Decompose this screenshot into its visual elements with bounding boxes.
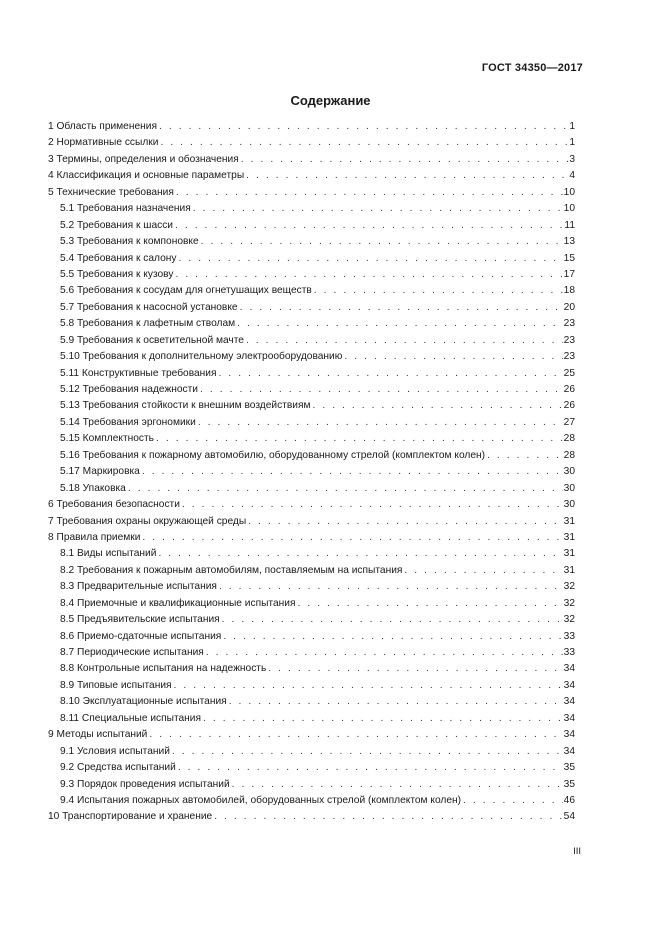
toc-leader-dots (222, 612, 563, 628)
toc-entry-label: 3 Термины, определения и обозначения (48, 153, 239, 165)
toc-leader-dots (237, 316, 563, 332)
toc-entry-page: 54 (563, 811, 575, 823)
toc-entry-label: 5.4 Требования к салону (60, 252, 177, 264)
toc-leader-dots (206, 645, 563, 661)
toc-entry-label: 8 Правила приемки (48, 531, 141, 543)
toc-entry (48, 218, 575, 234)
toc-entry-page: 27 (563, 416, 575, 428)
toc-leader-dots (219, 366, 563, 382)
toc-leader-dots (248, 514, 562, 530)
toc-entry-page: 30 (563, 499, 575, 511)
toc-entry (48, 431, 575, 447)
toc-leader-dots (128, 481, 563, 497)
toc-entry (48, 645, 575, 661)
toc-entry-page: 15 (563, 252, 575, 264)
toc-entry-label: 9.2 Средства испытаний (60, 762, 176, 774)
toc-entry-page: 32 (563, 597, 575, 609)
toc-leader-dots (159, 119, 568, 135)
toc-leader-dots (240, 300, 563, 316)
toc-entry-label: 5.6 Требования к сосудам для огнетушащих веществ (60, 285, 312, 297)
toc-entry-label: 9.1 Условия испытаний (60, 745, 170, 757)
toc-leader-dots (203, 711, 563, 727)
toc-entry-page: 28 (563, 449, 575, 461)
toc-entry-page: 20 (563, 301, 575, 313)
toc-entry-label: 5.11 Конструктивные требования (60, 367, 217, 379)
toc-entry (48, 678, 575, 694)
toc-entry-label: 5.2 Требования к шасси (60, 219, 173, 231)
toc-leader-dots (314, 283, 563, 299)
toc-leader-dots (176, 185, 563, 201)
document-code: ГОСТ 34350—2017 (481, 62, 583, 74)
toc-entry-page: 30 (563, 466, 575, 478)
toc-entry-label: 8.11 Специальные испытания (60, 712, 202, 724)
toc-entry (48, 283, 575, 299)
toc-entry-label: 1 Область применения (48, 121, 157, 132)
toc-leader-dots (158, 546, 562, 562)
toc-entry-label: 9.3 Порядок проведения испытаний (60, 778, 230, 790)
toc-entry (48, 546, 575, 562)
toc-leader-dots (156, 431, 563, 447)
toc-leader-dots (201, 234, 563, 250)
toc-entry (48, 760, 575, 776)
toc-entry-page: 18 (563, 285, 575, 297)
toc-entry-label: 5.13 Требования стойкости к внешним воздействиям (60, 400, 311, 412)
toc-entry (48, 514, 575, 530)
toc-leader-dots (175, 267, 562, 283)
toc-title: Содержание (290, 93, 371, 108)
toc-entry (48, 497, 575, 513)
toc-leader-dots (246, 333, 563, 349)
toc-entry-page: 31 (563, 564, 575, 576)
toc-leader-dots (463, 793, 563, 809)
toc-entry (48, 777, 575, 793)
toc-entry-page: 28 (563, 433, 575, 445)
toc-leader-dots (178, 760, 563, 776)
toc-leader-dots (214, 809, 562, 825)
toc-entry-label: 7 Требования охраны окружающей среды (48, 515, 247, 527)
toc-entry-page: 23 (563, 351, 575, 363)
toc-entry-page: 1 (569, 137, 575, 149)
toc-entry (48, 135, 575, 151)
toc-entry (48, 744, 575, 760)
toc-entry-label: 6 Требования безопасности (48, 499, 180, 511)
toc-entry-label: 8.6 Приемо-сдаточные испытания (60, 630, 222, 642)
toc-leader-dots (246, 168, 568, 184)
toc-leader-dots (219, 579, 563, 595)
toc-entry-page: 34 (563, 679, 575, 691)
page-number: III (573, 846, 581, 857)
table-of-contents (48, 119, 575, 826)
toc-entry-page: 34 (563, 712, 575, 724)
toc-entry-page: 46 (563, 794, 575, 806)
toc-entry-page: 13 (563, 236, 575, 248)
toc-entry (48, 415, 575, 431)
toc-entry-page: 31 (563, 531, 575, 543)
toc-entry-label: 8.8 Контрольные испытания на надежность (60, 663, 267, 675)
toc-leader-dots (160, 135, 568, 151)
toc-leader-dots (172, 744, 563, 760)
toc-entry (48, 251, 575, 267)
toc-entry-label: 8.10 Эксплуатационные испытания (60, 696, 227, 708)
toc-entry-label: 5.16 Требования к пожарному автомобилю, оборудованному стрелой (комплектом колен) (60, 449, 486, 461)
toc-entry-page: 3 (569, 153, 575, 165)
toc-entry (48, 234, 575, 250)
toc-entry-label: 2 Нормативные ссылки (48, 137, 159, 149)
toc-entry-page: 11 (564, 219, 575, 231)
toc-entry-label: 8.3 Предварительные испытания (60, 581, 217, 593)
toc-entry-label: 5.7 Требования к насосной установке (60, 301, 238, 313)
toc-leader-dots (404, 563, 562, 579)
toc-entry (48, 201, 575, 217)
toc-entry-label: 5.15 Комплектность (60, 433, 154, 445)
toc-entry-page: 10 (563, 203, 575, 215)
toc-entry-page: 34 (563, 729, 575, 741)
toc-entry (48, 809, 575, 825)
toc-leader-dots (142, 530, 562, 546)
toc-leader-dots (198, 415, 563, 431)
toc-leader-dots (175, 218, 563, 234)
toc-leader-dots (200, 382, 563, 398)
toc-entry-page: 34 (563, 745, 575, 757)
toc-entry (48, 300, 575, 316)
toc-entry-label: 8.7 Периодические испытания (60, 647, 204, 658)
toc-entry-label: 9 Методы испытаний (48, 729, 148, 741)
toc-leader-dots (241, 152, 569, 168)
toc-leader-dots (178, 251, 562, 267)
toc-entry (48, 168, 575, 184)
toc-entry-page: 31 (563, 548, 575, 560)
toc-leader-dots (149, 727, 562, 743)
toc-leader-dots (142, 464, 563, 480)
toc-entry-page: 4 (569, 170, 575, 182)
toc-leader-dots (297, 596, 562, 612)
toc-leader-dots (229, 694, 563, 710)
toc-entry-label: 5.18 Упаковка (60, 482, 126, 494)
toc-entry (48, 267, 575, 283)
toc-entry-label: 5.5 Требования к кузову (60, 268, 174, 280)
toc-entry (48, 152, 575, 168)
toc-entry (48, 579, 575, 595)
toc-entry (48, 382, 575, 398)
toc-entry-label: 5.1 Требования назначения (60, 203, 191, 215)
toc-entry (48, 661, 575, 677)
toc-leader-dots (268, 661, 562, 677)
toc-entry-label: 5.12 Требования надежности (60, 384, 198, 395)
toc-entry (48, 119, 575, 135)
toc-entry-label: 8.5 Предъявительские испытания (60, 614, 220, 626)
toc-entry (48, 333, 575, 349)
toc-entry (48, 464, 575, 480)
toc-entry (48, 793, 575, 809)
toc-entry-page: 31 (563, 515, 575, 527)
toc-entry (48, 727, 575, 743)
toc-entry (48, 711, 575, 727)
toc-entry-label: 5.3 Требования к компоновке (60, 236, 199, 248)
toc-entry (48, 530, 575, 546)
toc-entry (48, 629, 575, 645)
toc-entry-label: 4 Классификация и основные параметры (48, 170, 245, 182)
toc-leader-dots (344, 349, 562, 365)
toc-entry (48, 596, 575, 612)
toc-entry-label: 8.1 Виды испытаний (60, 548, 157, 560)
toc-entry (48, 316, 575, 332)
toc-entry-page: 25 (563, 367, 575, 379)
toc-entry-label: 5.17 Маркировка (60, 466, 140, 478)
toc-leader-dots (193, 201, 563, 217)
toc-leader-dots (182, 497, 563, 513)
toc-entry-page: 17 (563, 268, 575, 280)
toc-entry-label: 8.2 Требования к пожарным автомобилям, поставляемым на испытания (60, 564, 403, 576)
toc-entry-page: 1 (569, 121, 575, 132)
toc-entry-page: 26 (563, 400, 575, 412)
toc-entry-page: 23 (563, 318, 575, 330)
toc-entry-label: 5.9 Требования к осветительной мачте (60, 334, 244, 346)
toc-entry (48, 185, 575, 201)
toc-entry (48, 612, 575, 628)
toc-entry-label: 10 Транспортирование и хранение (48, 811, 213, 823)
toc-entry (48, 448, 575, 464)
toc-entry-label: 5 Технические требования (48, 186, 174, 198)
toc-leader-dots (223, 629, 562, 645)
toc-entry (48, 366, 575, 382)
toc-entry-page: 10 (563, 186, 575, 198)
toc-leader-dots (487, 448, 563, 464)
toc-entry-page: 33 (563, 630, 575, 642)
toc-leader-dots (174, 678, 563, 694)
toc-entry-label: 5.10 Требования к дополнительному электрооборудованию (60, 351, 343, 363)
toc-entry-label: 8.4 Приемочные и квалификационные испытания (60, 597, 296, 609)
toc-entry-page: 32 (563, 581, 575, 593)
toc-entry-label: 5.14 Требования эргономики (60, 416, 196, 428)
toc-entry-page: 33 (563, 647, 575, 658)
toc-entry-label: 9.4 Испытания пожарных автомобилей, оборудованных стрелой (комплектом колен) (60, 794, 462, 806)
toc-entry-label: 5.8 Требования к лафетным стволам (60, 318, 236, 330)
toc-entry-page: 34 (563, 663, 575, 675)
toc-entry (48, 349, 575, 365)
toc-entry-page: 30 (563, 482, 575, 494)
toc-entry-page: 23 (563, 334, 575, 346)
toc-entry-page: 26 (563, 384, 575, 395)
toc-entry-page: 32 (563, 614, 575, 626)
toc-entry (48, 563, 575, 579)
toc-entry (48, 694, 575, 710)
toc-leader-dots (232, 777, 563, 793)
toc-entry-page: 35 (563, 762, 575, 774)
toc-entry (48, 481, 575, 497)
toc-entry (48, 398, 575, 414)
toc-entry-page: 34 (563, 696, 575, 708)
toc-entry-page: 35 (563, 778, 575, 790)
toc-leader-dots (312, 398, 562, 414)
toc-entry-label: 8.9 Типовые испытания (60, 679, 172, 691)
